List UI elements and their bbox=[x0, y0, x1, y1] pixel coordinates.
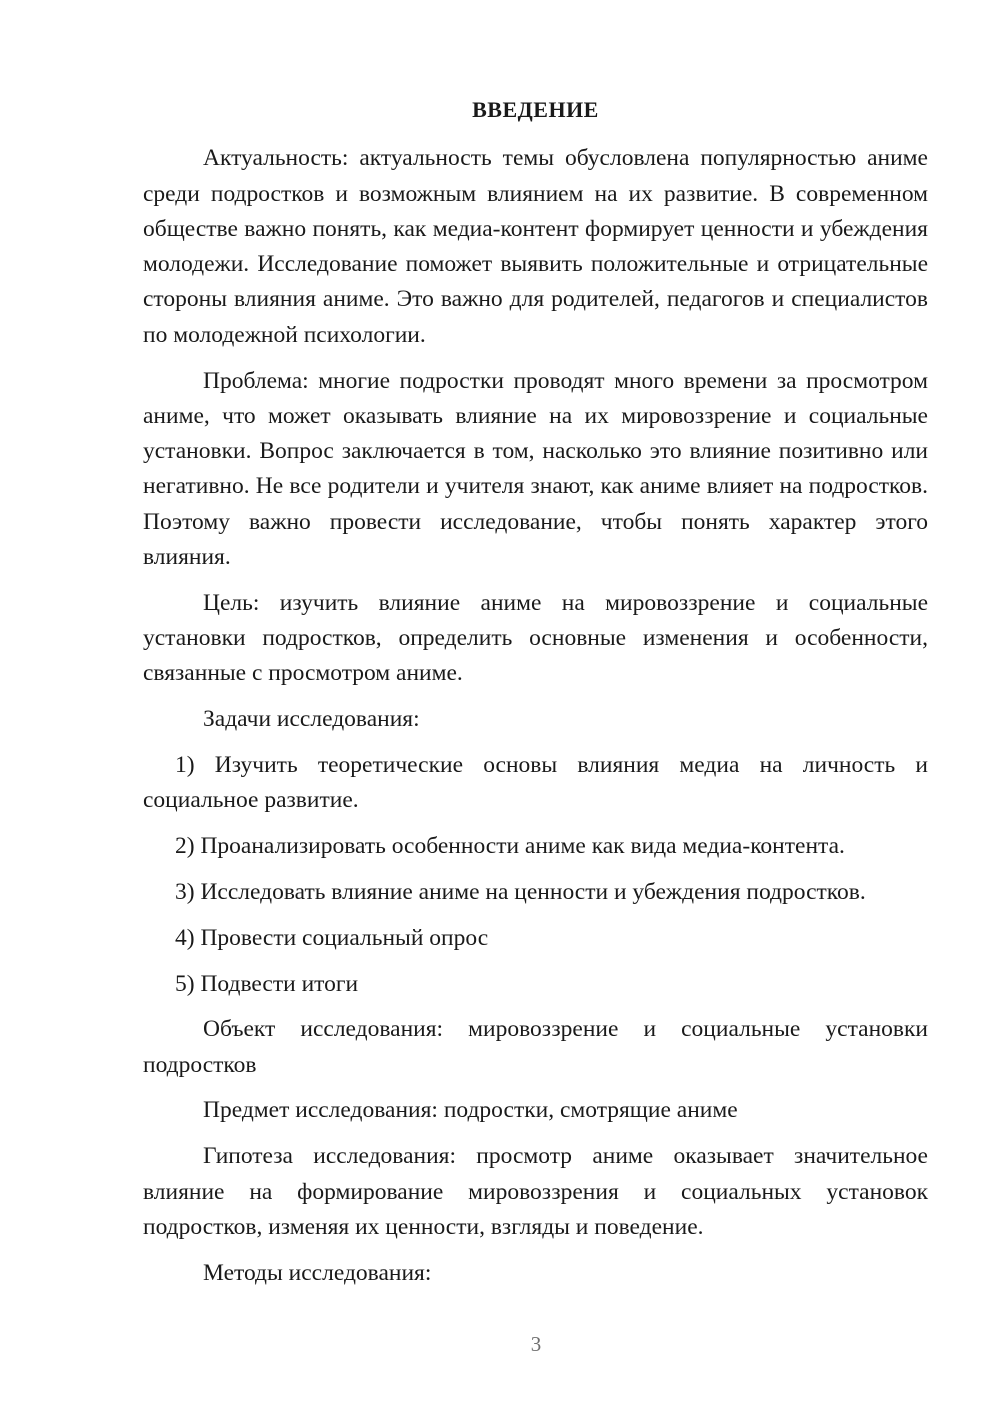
task-item-5: 5) Подвести итоги bbox=[175, 970, 359, 997]
task-item-4: 4) Провести социальный опрос bbox=[175, 924, 489, 951]
tasks-heading: Задачи исследования: bbox=[203, 706, 420, 733]
task-item-1: 1) Изучить теоретические основы влияния медиа на личность и социальное развитие. bbox=[143, 752, 928, 814]
subject-paragraph: Предмет исследования: подростки, смотрящие аниме bbox=[203, 1097, 738, 1124]
page-title: ВВЕДЕНИЕ bbox=[472, 97, 599, 122]
problem-paragraph: Проблема: многие подростки проводят много времени за просмотром аниме, что может оказывать влияние на их мировоззрение и социальные установки. Вопрос заключается в том, насколько это влияние позитивно или негативно. Не все родители и учителя знают, как аниме влияет на подростков. Поэтому важно провести исследование, чтобы понять характер этого влияния. bbox=[143, 367, 928, 571]
page-number: 3 bbox=[530, 1332, 542, 1356]
task-item-2: 2) Проанализировать особенности аниме как вида медиа-контента. bbox=[175, 833, 845, 860]
tasks-list bbox=[143, 748, 928, 1002]
document-page bbox=[143, 92, 928, 1301]
hypothesis-paragraph: Гипотеза исследования: просмотр аниме оказывает значительное влияние на формирование мировоззрения и социальных установок подростков, изменяя их ценности, взгляды и поведение. bbox=[143, 1143, 928, 1240]
task-item-3: 3) Исследовать влияние аниме на ценности и убеждения подростков. bbox=[175, 878, 866, 905]
goal-paragraph: Цель: изучить влияние аниме на мировоззрение и социальные установки подростков, определить основные изменения и особенности, связанные с просмотром аниме. bbox=[143, 589, 928, 687]
relevance-paragraph: Актуальность: актуальность темы обусловлена популярностью аниме среди подростков и возможным влиянием на их развитие. В современном обществе важно понять, как медиа-контент формирует ценности и убеждения молодежи. Исследование поможет выявить положительные и отрицательные стороны влияния аниме. Это важно для родителей, педагогов и специалистов по молодежной психологии. bbox=[143, 145, 928, 348]
object-paragraph: Объект исследования: мировоззрение и социальные установки подростков bbox=[143, 1016, 928, 1078]
methods-heading: Методы исследования: bbox=[203, 1259, 432, 1286]
